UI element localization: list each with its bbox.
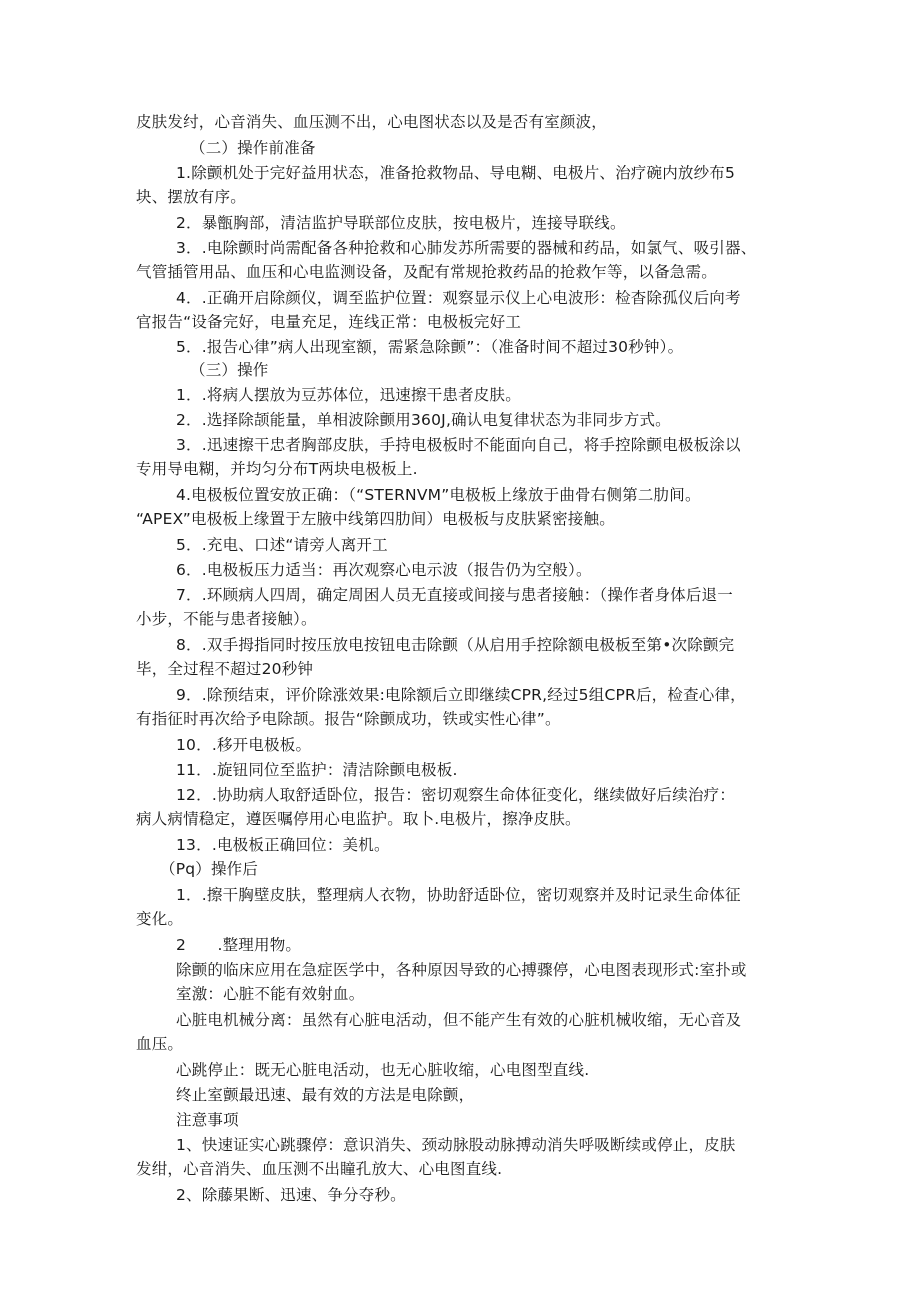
text-line: 4．.正确开启除颜仪，调至监护位置：观察显示仪上心电波形：检杳除孤仪后向考 — [176, 289, 741, 307]
text-line: 3．.电除颤时尚需配备各种抢救和心肺发苏所需要的器械和药品，如氯气、吸引器、 — [176, 239, 757, 257]
text-line: 室激：心脏不能有效射血。 — [176, 985, 365, 1003]
text-line: 5．.报告心律”病人出现室额，需紧急除颤”：（准备时间不超过30秒钟）。 — [176, 338, 684, 356]
text-line: 5．.充电、口述“请旁人离开工 — [176, 536, 388, 554]
text-line: 毕，全过程不超过20秒钟 — [136, 660, 314, 678]
text-line: 9．.除预结束，评价除涨效果:电除额后立即继续CPR,经过5组CPR后，检查心律， — [176, 686, 746, 704]
text-line: 3．.迅速擦干忠者胸部皮肤，手持电极板时不能面向自己，将手控除颤电极板涂以 — [176, 436, 741, 454]
section-heading: （Pq）操作后 — [160, 860, 259, 878]
section-heading: （二）操作前准备 — [190, 139, 316, 157]
text-line: 块、摆放有序。 — [136, 188, 246, 206]
text-line: 病人病情稳定，遵医嘱停用心电监护。取卜.电极片，擦净皮肤。 — [136, 810, 581, 828]
text-line: 官报告“设备完好，电量充足，连线正常：电极板完好工 — [136, 313, 522, 331]
section-heading: （三）操作 — [190, 361, 269, 379]
text-line: 除颤的临床应用在急症医学中，各种原因导致的心搏骤停，心电图表现形式:室扑或 — [176, 961, 747, 979]
text-line: 气管插管用品、血压和心电监测设备，及配有常规抢救药品的抢救乍等，以备急需。 — [136, 263, 717, 281]
text-line: 心脏电机械分离：虽然有心脏电活动，但不能产生有效的心脏机械收缩，无心音及 — [176, 1011, 742, 1029]
text-line: 小步，不能与患者接触）。 — [136, 610, 317, 628]
text-line: 7．.环顾病人四周，确定周困人员无直接或间接与患者接触：（操作者身体后退一 — [176, 586, 733, 604]
text-line: 心跳停止：既无心脏电活动，也无心脏收缩，心电图型直线. — [176, 1061, 590, 1079]
text-line: “APEX”电极板上缘置于左腋中线第四肋间）电极板与皮肤紧密接触。 — [136, 510, 615, 528]
text-line: 1．.擦干胸壁皮肤，整理病人衣物，协助舒适卧位，密切观察并及时记录生命体征 — [176, 886, 741, 904]
text-line: 6．.电极板压力适当：再次观察心电示波（报告仍为空般）。 — [176, 561, 592, 579]
text-line: 有指征时再次给予电除颉。报告“除颤成功，铁或实性心律”。 — [136, 710, 561, 728]
text-line: 发绀，心音消失、血压测不出瞳孔放大、心电图直线. — [136, 1160, 503, 1178]
text-line: 皮肤发纣，心音消失、血压测不出，心电图状态以及是否有室颜波， — [136, 113, 608, 131]
text-line: 2 .整理用物。 — [176, 936, 302, 954]
text-line: 13．.电极板正确回位：美机。 — [176, 836, 390, 854]
text-line: 12．.协助病人取舒适卧位，报告：密切观察生命体征变化，继续做好后续治疗： — [176, 786, 736, 804]
text-line: 终止室颤最迅速、最有效的方法是电除颤， — [176, 1086, 475, 1104]
text-line: 2．.选择除颉能量，单相波除颤用360J,确认电复律状态为非同步方式。 — [176, 411, 671, 429]
text-line: 10．.移开电极板。 — [176, 736, 312, 754]
text-line: 血压。 — [136, 1035, 184, 1053]
text-line: 专用导电糊，并均匀分布T两块电极板上. — [136, 460, 418, 478]
text-line: 变化。 — [136, 910, 184, 928]
text-line: 2、除藤果断、迅速、争分夺秒。 — [176, 1186, 406, 1204]
text-line: 8．.双手拇指同时按压放电按钮电击除颤（从启用手控除额电极板至第•次除颤完 — [176, 636, 735, 654]
text-line: 1．.将病人摆放为豆苏体位，迅速擦干患者皮肤。 — [176, 386, 521, 404]
text-line: 4.电极板位置安放正确：（“STERNVM”电极板上缘放于曲骨右侧第二肋间。 — [176, 486, 701, 504]
section-heading: 注意事项 — [176, 1111, 239, 1129]
text-line: 11．.旋钮同位至监护：清洁除颤电极板. — [176, 761, 458, 779]
text-line: 1、快速证实心跳骤停：意识消失、颈动脉股动脉搏动消失呼吸断续或停止，皮肤 — [176, 1136, 736, 1154]
text-line: 2．暴甑胸部，清洁监护导联部位皮肤，按电极片，连接导联线。 — [176, 214, 626, 232]
text-line: 1.除颤机处于完好益用状态，准备抢救物品、导电糊、电极片、治疗碗内放纱布5 — [176, 164, 736, 182]
